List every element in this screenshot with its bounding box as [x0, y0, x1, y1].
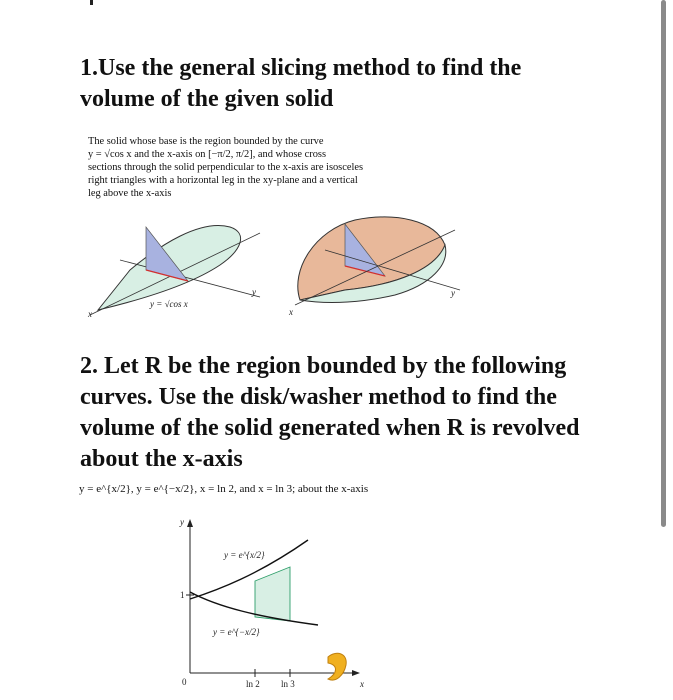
region-graph — [168, 515, 378, 695]
question-1-title: 1.Use the general slicing method to find the volume of the given solid — [80, 55, 522, 112]
problem-line: The solid whose base is the region bounded by the curve — [88, 136, 324, 147]
question-2-title: 2. Let R be the region bounded by the following curves. Use the disk/washer method to find the volume of the solid generated when R is revolved about the x-axis — [80, 353, 580, 472]
problem-line: right triangles with a horizontal leg in the xy-plane and a vertical — [88, 175, 358, 186]
question-1-problem-text — [88, 135, 468, 200]
graph-y-tick-label: 1 — [180, 590, 185, 600]
x-axis-label: x — [88, 309, 92, 319]
tick-ln2-label: ln 2 — [246, 679, 260, 689]
question-2-equation: y = e^{x/2}, y = e^{−x/2}, x = ln 2, and x = ln 3; about the x-axis — [79, 483, 369, 495]
graph-x-label: x — [360, 679, 364, 689]
upper-curve-label: y = e^{x/2} — [224, 550, 265, 560]
graph-origin-label: 0 — [182, 677, 187, 687]
solid-figure-full — [285, 210, 475, 320]
problem-line: y = √cos x and the x-axis on [−π/2, π/2], and whose cross — [88, 149, 326, 160]
graph-y-label: y — [180, 517, 184, 527]
graph-x-axis-arrow — [352, 670, 360, 676]
tick-ln3-label: ln 3 — [281, 679, 295, 689]
solid-figure-base — [80, 215, 280, 325]
page-top-mark — [90, 0, 93, 5]
graph-y-axis-arrow — [187, 519, 193, 527]
lower-curve-label: y = e^{−x/2} — [213, 627, 260, 637]
problem-line: sections through the solid perpendicular to the x-axis are isosceles — [88, 162, 363, 173]
y-axis-label: y — [451, 288, 455, 298]
scrollbar[interactable] — [661, 0, 666, 527]
shaded-region-R — [255, 567, 290, 621]
x-axis-label: x — [289, 307, 293, 317]
lower-curve — [190, 592, 318, 625]
curve-label: y = √cos x — [150, 299, 188, 309]
y-axis-label: y — [252, 287, 256, 297]
cursor-icon — [328, 653, 346, 680]
problem-line: leg above the x-axis — [88, 188, 172, 199]
